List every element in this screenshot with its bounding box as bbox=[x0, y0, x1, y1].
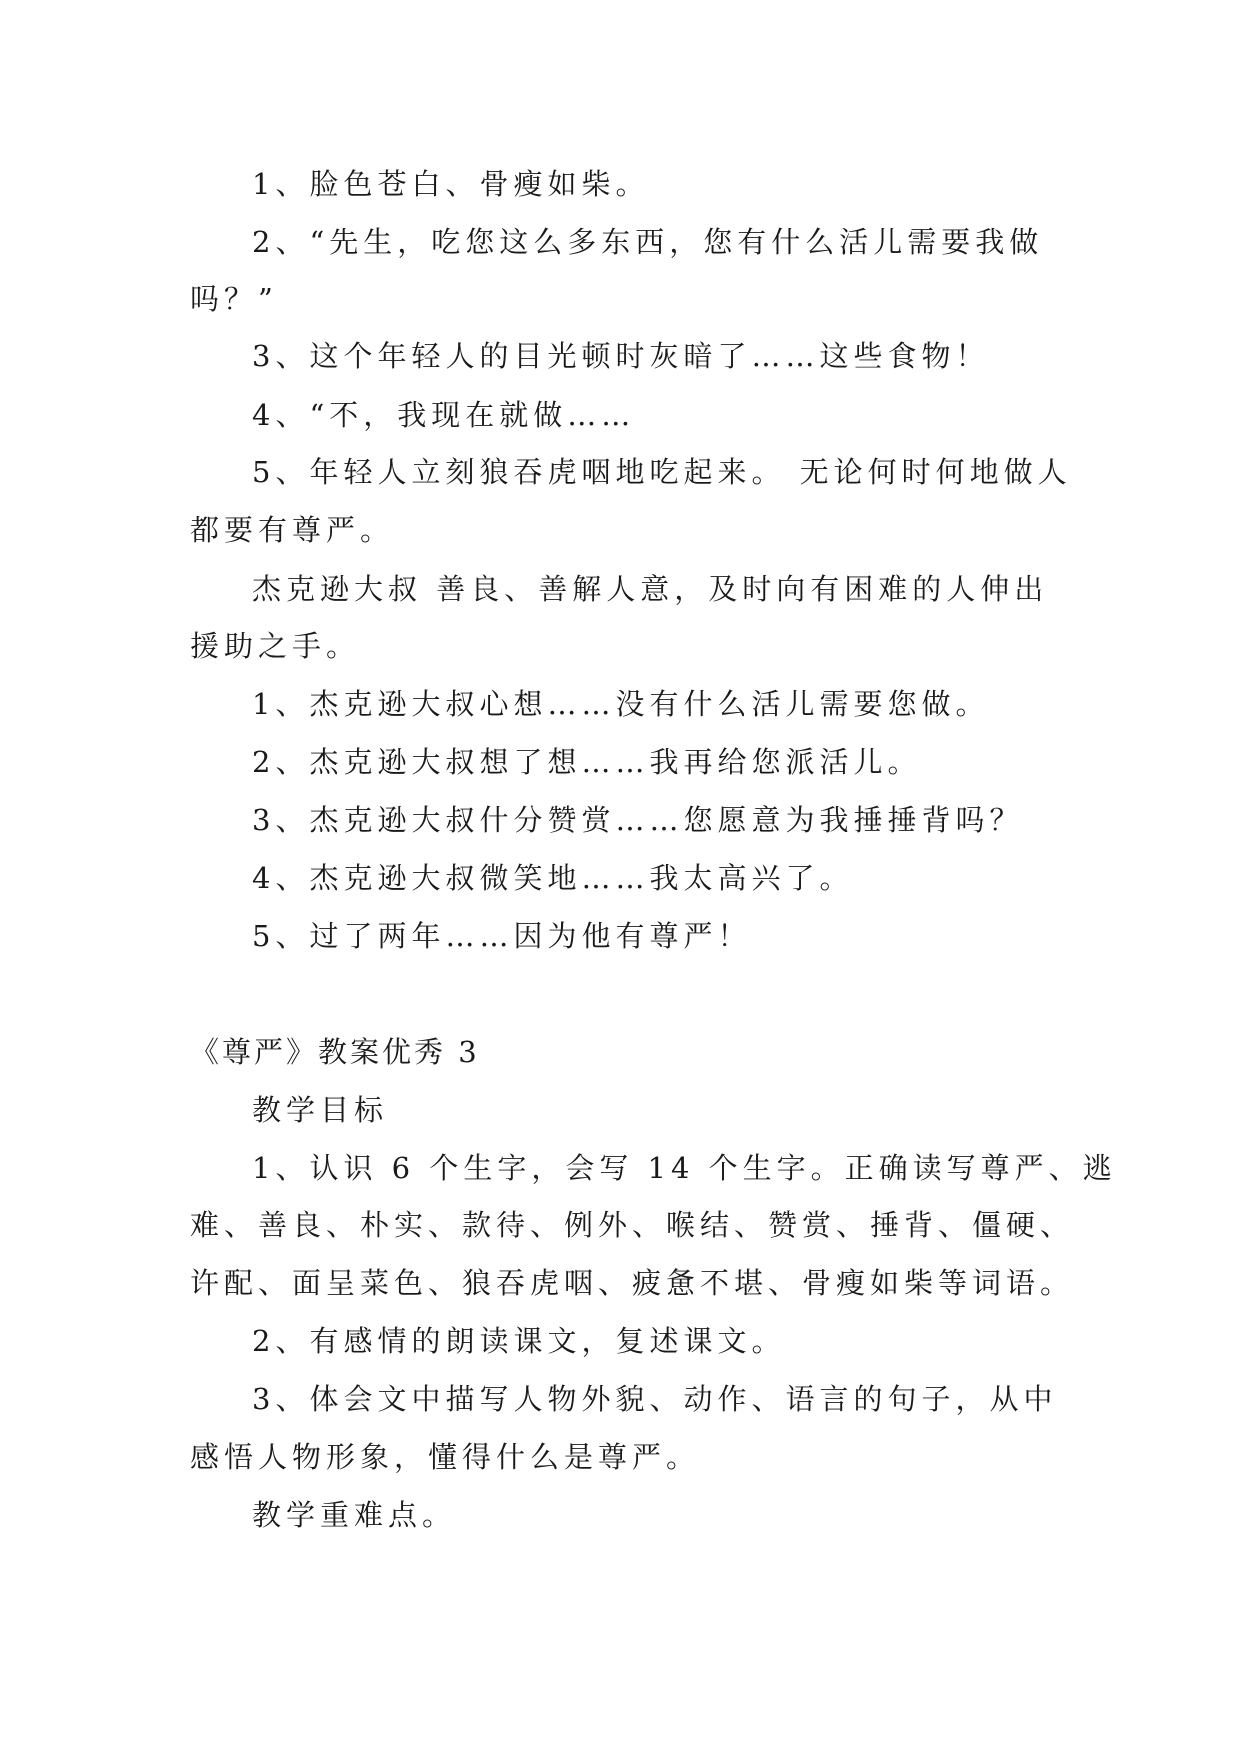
jackson-line-3: 3、杰克逊大叔什分赞赏……您愿意为我捶捶背吗？ bbox=[252, 803, 1024, 837]
character-summary: 杰克逊大叔 善良、善解人意，及时向有困难的人伸出 bbox=[252, 572, 1049, 606]
character-summary-cont: 援助之手。 bbox=[190, 629, 361, 663]
objectives-heading: 教学目标 bbox=[252, 1093, 389, 1127]
section-title: 《尊严》教案优秀 3 bbox=[190, 1035, 480, 1069]
objective-3-cont: 感悟人物形象，懂得什么是尊严。 bbox=[190, 1440, 701, 1474]
difficulty-heading: 教学重难点。 bbox=[252, 1498, 457, 1532]
objective-1-cont-a: 难、善良、朴实、款待、例外、喉结、赞赏、捶背、僵硬、 bbox=[190, 1208, 1075, 1242]
jackson-line-4: 4、杰克逊大叔微笑地……我太高兴了。 bbox=[252, 861, 854, 895]
story-line-4: 4、“不，我现在就做…… bbox=[252, 398, 636, 432]
jackson-line-2: 2、杰克逊大叔想了想……我再给您派活儿。 bbox=[252, 745, 922, 779]
objective-1: 1、认识 6 个生字，会写 14 个生字。正确读写尊严、逃 bbox=[252, 1151, 1117, 1185]
story-line-5-cont: 都要有尊严。 bbox=[190, 513, 395, 547]
story-line-5: 5、年轻人立刻狼吞虎咽地吃起来。 无论何时何地做人 bbox=[252, 455, 1072, 489]
jackson-line-1: 1、杰克逊大叔心想……没有什么活儿需要您做。 bbox=[252, 687, 990, 721]
jackson-line-5: 5、过了两年……因为他有尊严！ bbox=[252, 919, 752, 953]
story-line-1: 1、脸色苍白、骨瘦如柴。 bbox=[252, 167, 650, 201]
story-line-2: 2、“先生，吃您这么多东西，您有什么活儿需要我做 bbox=[252, 225, 1044, 259]
objective-2: 2、有感情的朗读课文，复述课文。 bbox=[252, 1324, 786, 1358]
objective-3: 3、体会文中描写人物外貌、动作、语言的句子，从中 bbox=[252, 1382, 1058, 1416]
story-line-3: 3、这个年轻人的目光顿时灰暗了……这些食物！ bbox=[252, 339, 990, 373]
story-line-2-cont: 吗？” bbox=[190, 282, 278, 316]
objective-1-cont-b: 许配、面呈菜色、狼吞虎咽、疲惫不堪、骨瘦如柴等词语。 bbox=[190, 1266, 1075, 1300]
